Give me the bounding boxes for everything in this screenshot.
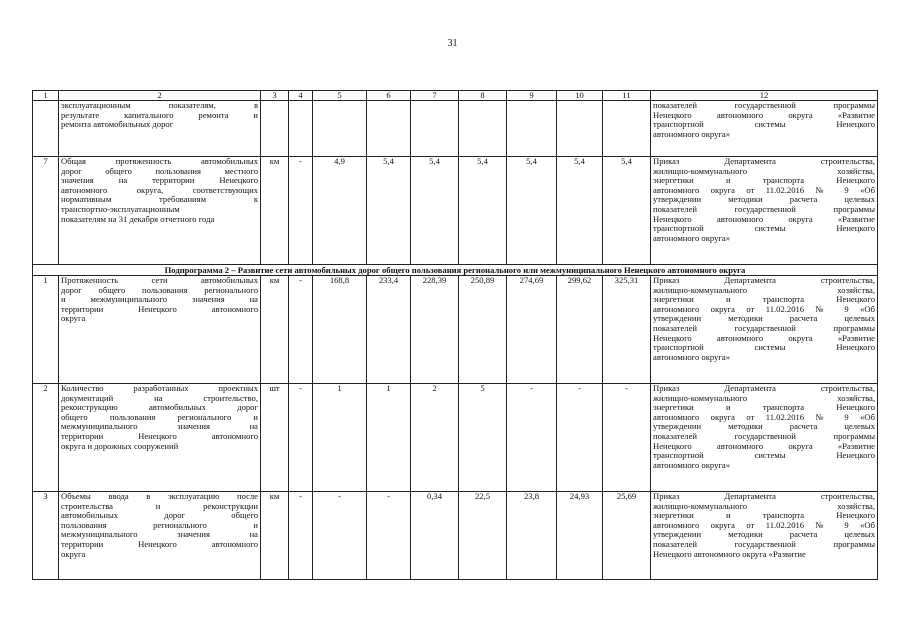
- indicator-name-line: территории Ненецкого автономного: [61, 538, 258, 549]
- indicator-name-line: округа и дорожных сооружений: [61, 440, 179, 451]
- source-document-line: жилищно-коммунального хозяйства,: [653, 392, 875, 403]
- source-document-line: автономного округа от 11.02.2016 № 9 «Об: [653, 303, 875, 314]
- source-document: [651, 276, 878, 384]
- source-document-line: автономного округа»: [653, 232, 731, 243]
- row-number: [33, 101, 59, 157]
- value-cell: [411, 101, 459, 157]
- value-cell: 23,8: [507, 492, 557, 580]
- indicator-name: [59, 384, 261, 492]
- value-cell: 5,4: [459, 157, 507, 265]
- source-document-line: энергетики и транспорта Ненецкого: [653, 175, 875, 186]
- unit-cell: км: [261, 492, 289, 580]
- indicator-name: [59, 101, 261, 157]
- base-value-cell: -: [289, 276, 313, 384]
- value-cell: 5,4: [367, 157, 411, 265]
- value-cell: -: [557, 384, 603, 492]
- subprogram-row: [33, 265, 878, 276]
- row-number: 2: [33, 384, 59, 492]
- column-header: 4: [289, 91, 313, 101]
- indicator-name-line: эксплуатационным показателям, в: [61, 100, 258, 110]
- value-cell: 228,39: [411, 276, 459, 384]
- base-value-cell: -: [289, 384, 313, 492]
- value-cell: -: [507, 384, 557, 492]
- source-document: [651, 157, 878, 265]
- source-document: [651, 384, 878, 492]
- source-document-line: жилищно-коммунального хозяйства,: [653, 500, 875, 511]
- indicator-name-line: округа: [61, 548, 86, 559]
- source-document-line: Приказ Департамента строительства,: [653, 156, 875, 166]
- source-document-line: Приказ Департамента строительства,: [653, 275, 875, 285]
- row-number: 1: [33, 276, 59, 384]
- indicator-name-line: пользования регионального и: [61, 519, 258, 530]
- table-row: [33, 492, 878, 580]
- base-value-cell: [289, 101, 313, 157]
- indicator-name-line: документаций на строительство,: [61, 392, 258, 403]
- source-document-line: утверждении методики расчета целевых: [653, 529, 875, 540]
- indicator-name-line: и межмуниципального значения на: [61, 294, 258, 305]
- indicator-name-line: автомобильных дорог общего: [61, 510, 258, 521]
- column-header: 11: [603, 91, 651, 101]
- value-cell: -: [313, 492, 367, 580]
- value-cell: 325,31: [603, 276, 651, 384]
- table-row: [33, 384, 878, 492]
- table-header-row: [33, 91, 878, 101]
- value-cell: 5,4: [557, 157, 603, 265]
- indicator-name-line: межмуниципального значения на: [61, 529, 258, 540]
- source-document: [651, 492, 878, 580]
- source-document-line: автономного округа от 11.02.2016 № 9 «Об: [653, 519, 875, 530]
- value-cell: [367, 101, 411, 157]
- indicator-name-line: округа: [61, 313, 86, 324]
- value-cell: 2: [411, 384, 459, 492]
- source-document: [651, 101, 878, 157]
- value-cell: 250,89: [459, 276, 507, 384]
- source-document-line: энергетики и транспорта Ненецкого: [653, 510, 875, 521]
- indicator-name-line: дорог общего пользования местного: [61, 165, 258, 176]
- indicator-name-line: показателям на 31 декабря отчетного года: [61, 213, 215, 224]
- column-header: 8: [459, 91, 507, 101]
- source-document-line: Ненецкого автономного округа «Развитие: [653, 332, 875, 343]
- source-document-line: автономного округа от 11.02.2016 № 9 «Об: [653, 184, 875, 195]
- column-header: 12: [651, 91, 878, 101]
- unit-cell: шт: [261, 384, 289, 492]
- value-cell: 0,34: [411, 492, 459, 580]
- indicator-name-line: дорог общего пользования регионального: [61, 284, 258, 295]
- source-document-line: жилищно-коммунального хозяйства,: [653, 284, 875, 295]
- value-cell: 22,5: [459, 492, 507, 580]
- source-document-line: утверждении методики расчета целевых: [653, 421, 875, 432]
- indicator-name-line: транспортно-эксплуатационным: [61, 203, 180, 214]
- unit-cell: км: [261, 276, 289, 384]
- source-document-line: автономного округа»: [653, 459, 731, 470]
- source-document-line: Приказ Департамента строительства,: [653, 491, 875, 501]
- table-row: [33, 157, 878, 265]
- value-cell: 5,4: [603, 157, 651, 265]
- value-cell: [603, 101, 651, 157]
- page-number: 31: [447, 38, 458, 49]
- value-cell: [507, 101, 557, 157]
- source-document-line: Приказ Департамента строительства,: [653, 383, 875, 393]
- indicators-table: [32, 90, 878, 580]
- value-cell: -: [603, 384, 651, 492]
- source-document-line: утверждении методики расчета целевых: [653, 313, 875, 324]
- value-cell: 24,93: [557, 492, 603, 580]
- source-document-line: показателей государственной программы: [653, 203, 875, 214]
- indicator-name-line: строительства и реконструкции: [61, 500, 258, 511]
- indicator-name: [59, 492, 261, 580]
- source-document-line: утверждении методики расчета целевых: [653, 194, 875, 205]
- base-value-cell: -: [289, 492, 313, 580]
- column-header: 5: [313, 91, 367, 101]
- indicator-name-line: Объемы ввода в эксплуатацию после: [61, 491, 258, 501]
- source-document-line: энергетики и транспорта Ненецкого: [653, 294, 875, 305]
- value-cell: 168,8: [313, 276, 367, 384]
- value-cell: 233,4: [367, 276, 411, 384]
- value-cell: 1: [313, 384, 367, 492]
- value-cell: 4,9: [313, 157, 367, 265]
- indicator-name-line: результате капитального ремонта и: [61, 109, 258, 120]
- value-cell: 5: [459, 384, 507, 492]
- column-header: 9: [507, 91, 557, 101]
- value-cell: [459, 101, 507, 157]
- source-document-line: Ненецкого автономного округа «Развитие: [653, 109, 875, 120]
- indicator-name-line: ремонта автомобильных дорог: [61, 119, 174, 130]
- source-document-line: показателей государственной программы: [653, 322, 875, 333]
- source-document-line: транспортной системы Ненецкого: [653, 450, 875, 461]
- indicator-name-line: Количество разработанных проектных: [61, 383, 258, 393]
- unit-cell: км: [261, 157, 289, 265]
- source-document-line: транспортной системы Ненецкого: [653, 342, 875, 353]
- column-header: 2: [59, 91, 261, 101]
- source-document-line: жилищно-коммунального хозяйства,: [653, 165, 875, 176]
- source-document-line: показателей государственной программы: [653, 100, 875, 110]
- value-cell: 5,4: [411, 157, 459, 265]
- row-number: 7: [33, 157, 59, 265]
- source-document-line: автономного округа»: [653, 128, 731, 139]
- column-header: 6: [367, 91, 411, 101]
- source-document-line: автономного округа»: [653, 351, 731, 362]
- value-cell: [313, 101, 367, 157]
- indicator-name-line: значения на территории Ненецкого: [61, 175, 258, 186]
- source-document-line: показателей государственной программы: [653, 430, 875, 441]
- indicator-name-line: межмуниципального значения на: [61, 421, 258, 432]
- indicator-name-line: территории Ненецкого автономного: [61, 303, 258, 314]
- indicator-name: [59, 157, 261, 265]
- table-row: [33, 276, 878, 384]
- column-header: 3: [261, 91, 289, 101]
- indicator-name-line: нормативным требованиям к: [61, 194, 258, 205]
- column-header: 7: [411, 91, 459, 101]
- indicator-name-line: Общая протяженность автомобильных: [61, 156, 258, 166]
- value-cell: 25,69: [603, 492, 651, 580]
- value-cell: 299,62: [557, 276, 603, 384]
- column-header: 10: [557, 91, 603, 101]
- source-document-line: показателей государственной программы: [653, 538, 875, 549]
- value-cell: [557, 101, 603, 157]
- value-cell: 5,4: [507, 157, 557, 265]
- indicator-name-line: реконструкцию автомобильных дорог: [61, 402, 258, 413]
- row-number: 3: [33, 492, 59, 580]
- indicator-name-line: территории Ненецкого автономного: [61, 430, 258, 441]
- source-document-line: Ненецкого автономного округа «Развитие: [653, 213, 875, 224]
- column-header: 1: [33, 91, 59, 101]
- source-document-line: Ненецкого автономного округа «Развитие: [653, 440, 875, 451]
- unit-cell: [261, 101, 289, 157]
- indicator-name-line: Протяженность сети автомобильных: [61, 275, 258, 285]
- value-cell: 274,69: [507, 276, 557, 384]
- base-value-cell: -: [289, 157, 313, 265]
- source-document-line: энергетики и транспорта Ненецкого: [653, 402, 875, 413]
- subprogram-title: Подпрограмма 2 – Развитие сети автомобильных дорог общего пользования регионального или межмуниципального Ненецкого автономного округа: [33, 265, 878, 276]
- table-row: [33, 101, 878, 157]
- source-document-line: транспортной системы Ненецкого: [653, 119, 875, 130]
- value-cell: 1: [367, 384, 411, 492]
- value-cell: -: [367, 492, 411, 580]
- indicator-name: [59, 276, 261, 384]
- source-document-line: Ненецкого автономного округа «Развитие: [653, 548, 806, 559]
- indicator-name-line: автономного округа, соответствующих: [61, 184, 258, 195]
- source-document-line: автономного округа от 11.02.2016 № 9 «Об: [653, 411, 875, 422]
- indicator-name-line: общего пользования регионального и: [61, 411, 258, 422]
- source-document-line: транспортной системы Ненецкого: [653, 223, 875, 234]
